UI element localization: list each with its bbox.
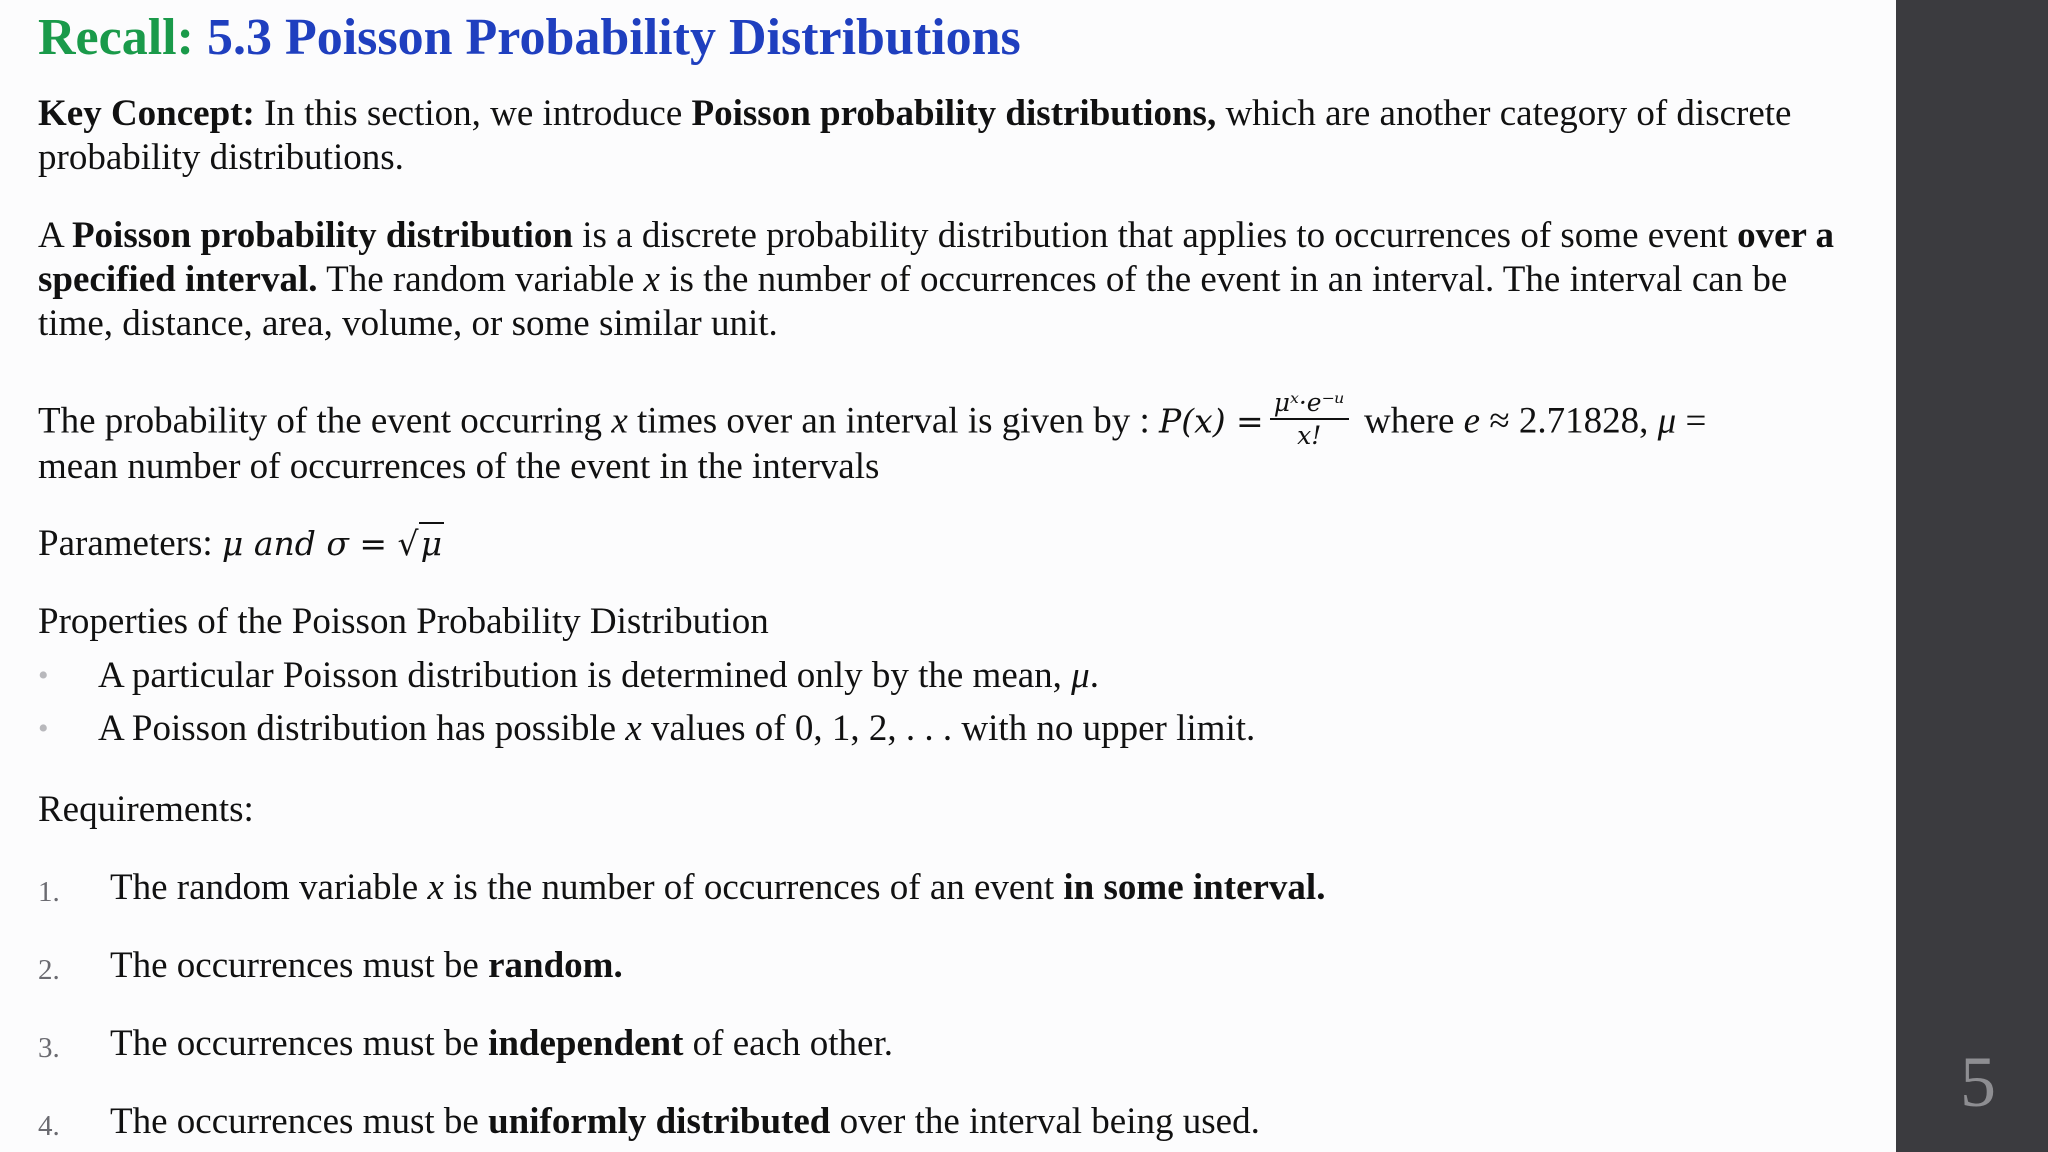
requirement-number: 3. xyxy=(38,1032,60,1064)
requirement-number: 4. xyxy=(38,1110,60,1142)
key-concept-text-2: which are another category of discrete probability distributions. xyxy=(38,93,1792,178)
requirement-text-part: The occurrences must be xyxy=(110,945,489,986)
bullet-text-part: . xyxy=(1089,655,1099,696)
properties-heading: Properties of the Poisson Probability Distribution xyxy=(38,601,769,642)
requirement-number: 2. xyxy=(38,954,60,986)
bullet-icon: • xyxy=(38,659,49,692)
requirement-bold: in some interval. xyxy=(1063,867,1326,908)
definition-text: The random variable xyxy=(317,259,644,300)
sqrt-argument: μ xyxy=(420,524,443,563)
formula-text: = xyxy=(1676,400,1707,442)
variable-mu: μ xyxy=(1071,655,1090,696)
variable-mu: μ xyxy=(1657,400,1677,442)
variable-x: x xyxy=(611,400,628,442)
page-number: 5 xyxy=(1960,1042,1996,1122)
requirement-text-part: The occurrences must be xyxy=(110,1101,489,1142)
definition-bold-interval: over a specified interval. xyxy=(38,215,1835,300)
requirement-text-part: The random variable xyxy=(110,867,428,908)
definition-text: is a discrete probability distribution that applies to occurrences of some event xyxy=(572,215,1738,256)
requirement-bold: random. xyxy=(488,945,623,986)
formula-px: P(x) = xyxy=(1159,401,1264,441)
parameters-line xyxy=(38,522,1868,566)
formula-text: where xyxy=(1354,400,1464,442)
title-topic: 5.3 Poisson Probability Distributions xyxy=(206,9,1021,66)
formula-text: times over an interval is given by : xyxy=(627,400,1159,442)
variable-x: x xyxy=(427,867,444,908)
definition-text: is the number of occurrences of the event in an interval. The interval can be time, distance, area, volume, or some similar unit. xyxy=(38,259,1788,344)
requirement-bold: independent xyxy=(488,1023,684,1064)
requirements-heading: Requirements: xyxy=(38,789,254,830)
bullet-text-part: values of 0, 1, 2, . . . with no upper limit. xyxy=(641,708,1256,749)
parameters-expression: μ and σ = xyxy=(221,524,398,563)
key-concept-label: Key Concept: xyxy=(38,93,255,134)
bullet-icon: • xyxy=(38,712,49,745)
requirement-text-part: over the interval being used. xyxy=(830,1101,1260,1142)
requirement-text xyxy=(110,1022,893,1066)
fraction-denominator: x! xyxy=(1297,421,1322,450)
requirement-text xyxy=(110,866,1325,910)
key-concept-text-1: In this section, we introduce xyxy=(254,93,692,134)
fraction-numerator: μˣ·e⁻ᵘ xyxy=(1270,388,1349,420)
title-recall: Recall: xyxy=(38,9,194,66)
requirement-text xyxy=(110,1100,1260,1144)
parameters-label: Parameters: xyxy=(38,523,222,564)
variable-e: e xyxy=(1463,400,1481,442)
requirement-bold: uniformly distributed xyxy=(488,1101,831,1142)
bullet-text-part: A Poisson distribution has possible xyxy=(98,708,626,749)
requirement-text-part: of each other. xyxy=(683,1023,893,1064)
slide-title xyxy=(38,8,1021,67)
variable-x: x xyxy=(643,259,660,300)
requirement-text-part: is the number of occurrences of an event xyxy=(443,867,1064,908)
bullet-text xyxy=(98,707,1255,751)
definition-paragraph xyxy=(38,214,1868,346)
sqrt-expression xyxy=(398,522,444,563)
definition-bold-term: Poisson probability distribution xyxy=(71,215,573,256)
requirement-text xyxy=(110,944,623,988)
formula-text: ≈ 2.71828, xyxy=(1480,400,1658,442)
requirement-text-part: The occurrences must be xyxy=(110,1023,489,1064)
key-concept-paragraph xyxy=(38,92,1868,180)
definition-text: A xyxy=(38,215,72,256)
slide-sidebar xyxy=(1896,0,2048,1152)
sqrt-sign: √ xyxy=(397,524,419,563)
formula-continuation: mean number of occurrences of the event in the intervals xyxy=(38,446,880,487)
bullet-text-part: A particular Poisson distribution is determined only by the mean, xyxy=(98,655,1072,696)
variable-x: x xyxy=(625,708,642,749)
requirement-number: 1. xyxy=(38,876,60,908)
key-concept-bold: Poisson probability distributions, xyxy=(691,93,1217,134)
formula-text: The probability of the event occurring xyxy=(38,400,612,442)
bullet-text xyxy=(98,654,1099,698)
poisson-fraction xyxy=(1270,388,1349,452)
